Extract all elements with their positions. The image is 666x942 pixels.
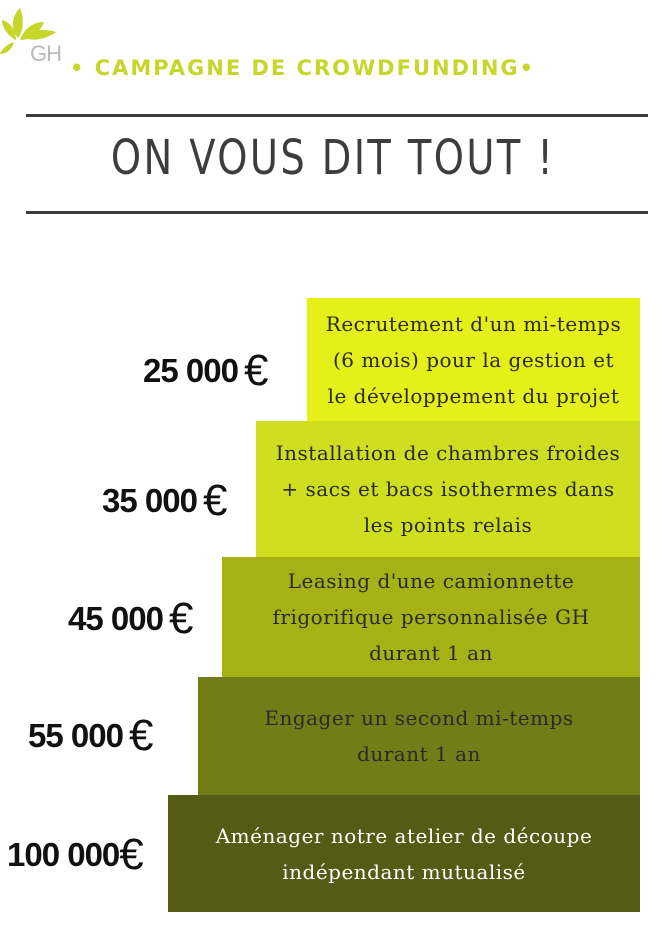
- step-text-line: Recrutement d'un mi-temps: [325, 311, 622, 336]
- step-text-line: durant 1 an: [369, 641, 493, 665]
- step-block-25000: [307, 298, 640, 421]
- step-block-45000: [222, 557, 640, 677]
- step-text-line: durant 1 an: [357, 742, 481, 766]
- step-text-line: frigorifique personnalisée GH: [272, 605, 590, 629]
- step-text-line: + sacs et bacs isothermes dans: [281, 477, 615, 501]
- logo-text: GH: [30, 41, 61, 66]
- step-text-line: indépendant mutualisé: [282, 859, 526, 884]
- step-block-55000: [198, 677, 640, 795]
- step-text-line: les points relais: [363, 513, 533, 537]
- step-text-line: (6 mois) pour la gestion et: [332, 347, 615, 372]
- step-text-line: Installation de chambres froides: [275, 441, 621, 465]
- amount-45000: 45 000 €: [68, 594, 193, 643]
- bottom-divider: [26, 211, 648, 214]
- top-divider: [26, 114, 648, 117]
- amount-100000: 100 000€: [7, 830, 143, 879]
- step-text-line: le développement du projet: [327, 383, 620, 408]
- step-text-line: Aménager notre atelier de découpe: [215, 823, 593, 848]
- amount-25000: 25 000 €: [143, 346, 268, 395]
- amount-35000: 35 000 €: [102, 476, 227, 525]
- step-block-100000: [168, 795, 640, 912]
- step-block-35000: [256, 421, 640, 557]
- page-headline: ON VOUS DIT TOUT !: [110, 130, 556, 186]
- step-text-line: Engager un second mi-temps: [264, 706, 574, 730]
- amount-55000: 55 000 €: [28, 711, 153, 760]
- campaign-tagline: • CAMPAGNE DE CROWDFUNDING•: [70, 56, 536, 80]
- step-text-line: Leasing d'une camionnette: [287, 569, 575, 593]
